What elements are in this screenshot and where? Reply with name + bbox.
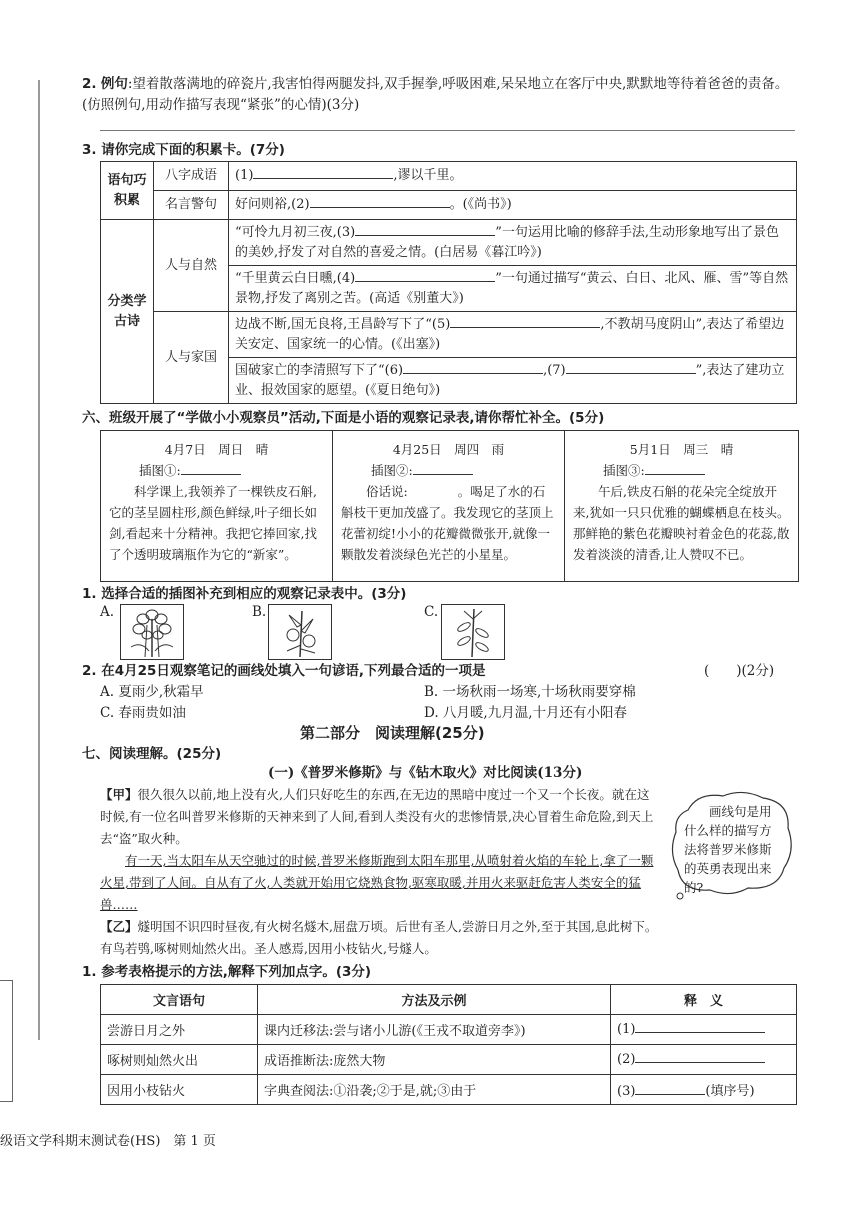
- blank-1[interactable]: [253, 178, 393, 179]
- question-3-title: 3. 请你完成下面的积累卡。(7分): [82, 142, 285, 158]
- observation-table: [100, 430, 799, 582]
- margin-box: [0, 980, 13, 1102]
- choice-c[interactable]: C. 春雨贵如油: [100, 705, 186, 721]
- pic-blank-1[interactable]: [181, 474, 241, 475]
- row-6: 国破家亡的李清照写下了“(6) ,(7) ”,表达了建功立业、报效国家的愿望。(《夏日绝句》): [229, 358, 797, 404]
- row-1: (1) ,谬以千里。: [229, 162, 797, 191]
- binding-margin: [38, 80, 42, 1040]
- blank-3[interactable]: [355, 235, 495, 236]
- s7-question-1: 1. 参考表格提示的方法,解释下列加点字。(3分): [82, 964, 372, 980]
- row-label: 名言警句: [154, 191, 229, 220]
- row-3: “可怜九月初三夜,(3) ”一句运用比喻的修辞手法,生动形象地写出了景色的美妙,抒发了对自然的喜爱之情。(白居易《暮江吟》): [229, 220, 797, 266]
- choice-b[interactable]: B. 一场秋雨一场寒,十场秋雨要穿棉: [424, 684, 636, 700]
- blank-2[interactable]: [310, 207, 450, 208]
- row-2: 好问则裕,(2) 。(《尚书》): [229, 191, 797, 220]
- plant-image-b: [268, 604, 332, 660]
- option-b[interactable]: B.: [252, 604, 267, 620]
- pic-blank-3[interactable]: [645, 474, 705, 475]
- row-4: “千里黄云白日曛,(4) ”一句通过描写“黄云、白日、北风、雁、雪”等自然景物,抒发了离别之苦。(高适《别董大》): [229, 266, 797, 312]
- plant-image-c: [441, 604, 505, 660]
- underlined-sentence: 有一天,当太阳车从天空驰过的时候,普罗米修斯跑到太阳车那里,从喷射着火焰的车轮上,拿了一颗火星,带到了人间。自从有了火,人类就开始用它烧熟食物,驱寒取暖,并用火来驱赶危害人类安全的猛兽……: [100, 853, 654, 912]
- blank-5[interactable]: [450, 327, 600, 328]
- row-label: 人与自然: [154, 220, 229, 312]
- pic-blank-2[interactable]: [413, 474, 473, 475]
- obs-card-2: 4月25日 周四 雨 插图②: 俗话说: 。喝足了水的石斛枝干更加茂盛了。我发现它的茎顶上花蕾初绽!小小的花瓣微微张开,就像一颗散发着淡绿色光芒的小星星。: [333, 431, 565, 581]
- s6-question-2: 2. 在4月25日观察笔记的画线处填入一句谚语,下列最合适的一项是: [82, 663, 486, 679]
- answer-blank-1[interactable]: [635, 1032, 765, 1033]
- row-label: 八字成语: [154, 162, 229, 191]
- page-footer: 级语文学科期末测试卷(HS) 第 1 页: [0, 1134, 216, 1149]
- section-6-title: 六、班级开展了“学做小小观察员”活动,下面是小语的观察记录表,请你帮忙补全。(5分): [82, 410, 605, 426]
- obs-card-3: 5月1日 周三 晴 插图③: 午后,铁皮石斛的花朵完全绽放开来,犹如一只只优雅的蝴蝶栖息在枝头。那鲜艳的紫色花瓣映衬着金色的花蕊,散发着淡淡的清香,让人赞叹不已。: [573, 442, 790, 562]
- blank-6[interactable]: [403, 373, 543, 374]
- answer-blank-2[interactable]: [635, 1062, 765, 1063]
- answer-line[interactable]: [100, 130, 795, 131]
- plant-image-a: [120, 604, 184, 660]
- section-7-title: 七、阅读理解。(25分): [82, 746, 222, 762]
- group-label: 分类学古诗: [101, 220, 154, 404]
- blank-4[interactable]: [355, 281, 495, 282]
- s6-question-1: 1. 选择合适的插图补充到相应的观察记录表中。(3分): [82, 586, 407, 602]
- choice-d[interactable]: D. 八月暖,九月温,十月还有小阳春: [424, 705, 628, 721]
- thought-bubble: 画线句是用什么样的描写方法将普罗米修斯的英勇表现出来的?: [668, 790, 796, 900]
- obs-card-1: 4月7日 周日 晴 插图①: 科学课上,我领养了一棵铁皮石斛,它的茎呈圆柱形,颜色鲜绿,叶子细长如剑,看起来十分精神。我把它捧回家,找了个透明玻璃瓶作为它的“新家”。: [101, 431, 333, 581]
- option-a[interactable]: A.: [100, 604, 115, 620]
- blank-7[interactable]: [566, 373, 696, 374]
- s6-q2-score[interactable]: ( )(2分): [704, 663, 775, 679]
- row-5: 边战不断,国无良将,王昌龄写下了“(5) ,不教胡马度阴山”,表达了希望边关安定、国家统一的心情。(《出塞》): [229, 312, 797, 358]
- accumulation-card: [100, 161, 797, 404]
- row-label: 人与家国: [154, 312, 229, 404]
- reading-subtitle: (一)《普罗米修斯》与《钻木取火》对比阅读(13分): [268, 765, 583, 781]
- passage: 【甲】很久很久以前,地上没有火,人们只好吃生的东西,在无边的黑暗中度过一个又一个长夜。就在这时候,有一位名叫普罗米修斯的天神来到了人间,看到人类没有火的悲惨情景,决心冒着生命危险,到天上去“盗”取火种。 有一天,当太阳车从天空驰过的时候,普罗米修斯跑到太阳车那里,从喷射着火焰的车轮上,拿了一颗火星,带到了人间。自从有了火,人类就开始用它烧熟食物,驱寒取暖,并用火来驱赶危害人类安全的猛兽…… 【乙】燧明国不识四时昼夜,有火树名燧木,屈盘万顷。后世有圣人,尝游日月之外,至于其国,息此树下。有鸟若鸮,啄树则灿然火出。圣人感焉,因用小枝钻火,号燧人。: [100, 784, 660, 960]
- question-2: 2. 例句:望着散落满地的碎瓷片,我害怕得两腿发抖,双手握拳,呼吸困难,呆呆地立在客厅中央,默默地等待着爸爸的责备。(仿照例句,用动作描写表现“紧张”的心情)(3分): [82, 76, 789, 113]
- classical-table: 文言语句 方法及示例 释 义 尝游日月之外 课内迁移法:尝与诸小儿游(《王戎不取道旁李》) (1) 啄树则灿然火出 成语推断法:庞然大物 (2) 因用小枝钻火 字典查阅法:①沿袭;②于是,就;③由于 (3) (填序号): [100, 984, 797, 1105]
- choice-a[interactable]: A. 夏雨少,秋霜早: [100, 684, 204, 700]
- part-2-heading: 第二部分 阅读理解(25分): [300, 724, 485, 742]
- option-c[interactable]: C.: [424, 604, 439, 620]
- answer-blank-3[interactable]: [635, 1094, 705, 1095]
- group-label: 语句巧积累: [101, 162, 154, 220]
